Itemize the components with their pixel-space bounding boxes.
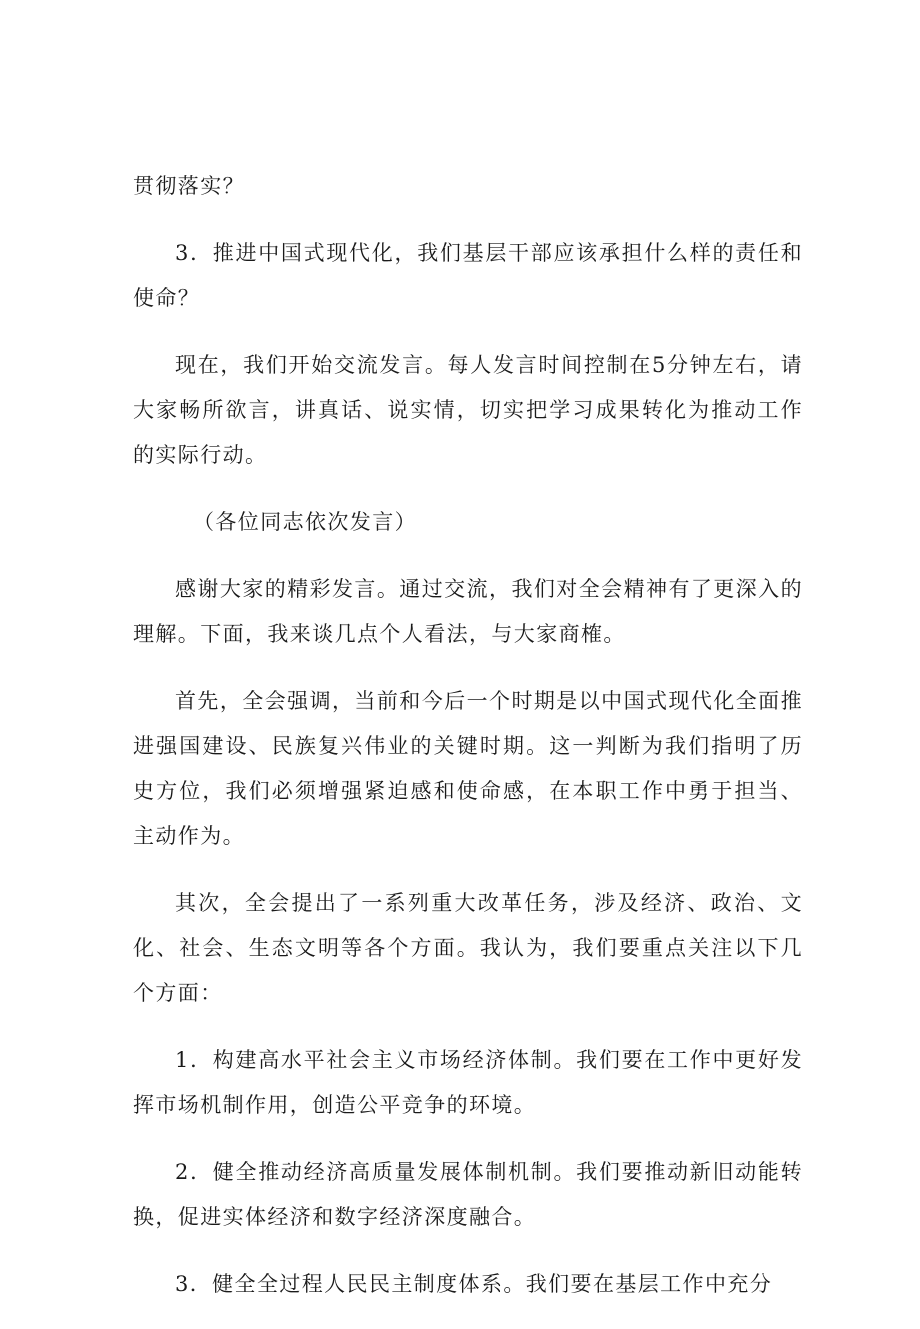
paragraph-second-point: 其次，全会提出了一系列重大改革任务，涉及经济、政治、文化、社会、生态文明等各个方面。我认为，我们要重点关注以下几个方面： — [133, 891, 803, 1005]
paragraph-thanks: 感谢大家的精彩发言。通过交流，我们对全会精神有了更深入的理解。下面，我来谈几点个人看法，与大家商榷。 — [133, 577, 803, 646]
document-body — [133, 164, 803, 1329]
paragraph-discussion-intro: 现在，我们开始交流发言。每人发言时间控制在5分钟左右，请大家畅所欲言，讲真话、说实情，切实把学习成果转化为推动工作的实际行动。 — [133, 353, 803, 467]
paragraph-question-3: 3．推进中国式现代化，我们基层干部应该承担什么样的责任和使命？ — [133, 241, 803, 310]
paragraph-item-2: 2．健全推动经济高质量发展体制机制。我们要推动新旧动能转换，促进实体经济和数字经济深度融合。 — [133, 1160, 803, 1229]
paragraph-speaking-note: （各位同志依次发言） — [193, 510, 417, 534]
paragraph-continuation: 贯彻落实？ — [133, 174, 245, 198]
paragraph-first-point: 首先，全会强调，当前和今后一个时期是以中国式现代化全面推进强国建设、民族复兴伟业的关键时期。这一判断为我们指明了历史方位，我们必须增强紧迫感和使命感，在本职工作中勇于担当、主动作为。 — [133, 689, 803, 848]
paragraph-item-1: 1．构建高水平社会主义市场经济体制。我们要在工作中更好发挥市场机制作用，创造公平竞争的环境。 — [133, 1048, 803, 1117]
paragraph-item-3: 3．健全全过程人民民主制度体系。我们要在基层工作中充分 — [175, 1272, 773, 1296]
